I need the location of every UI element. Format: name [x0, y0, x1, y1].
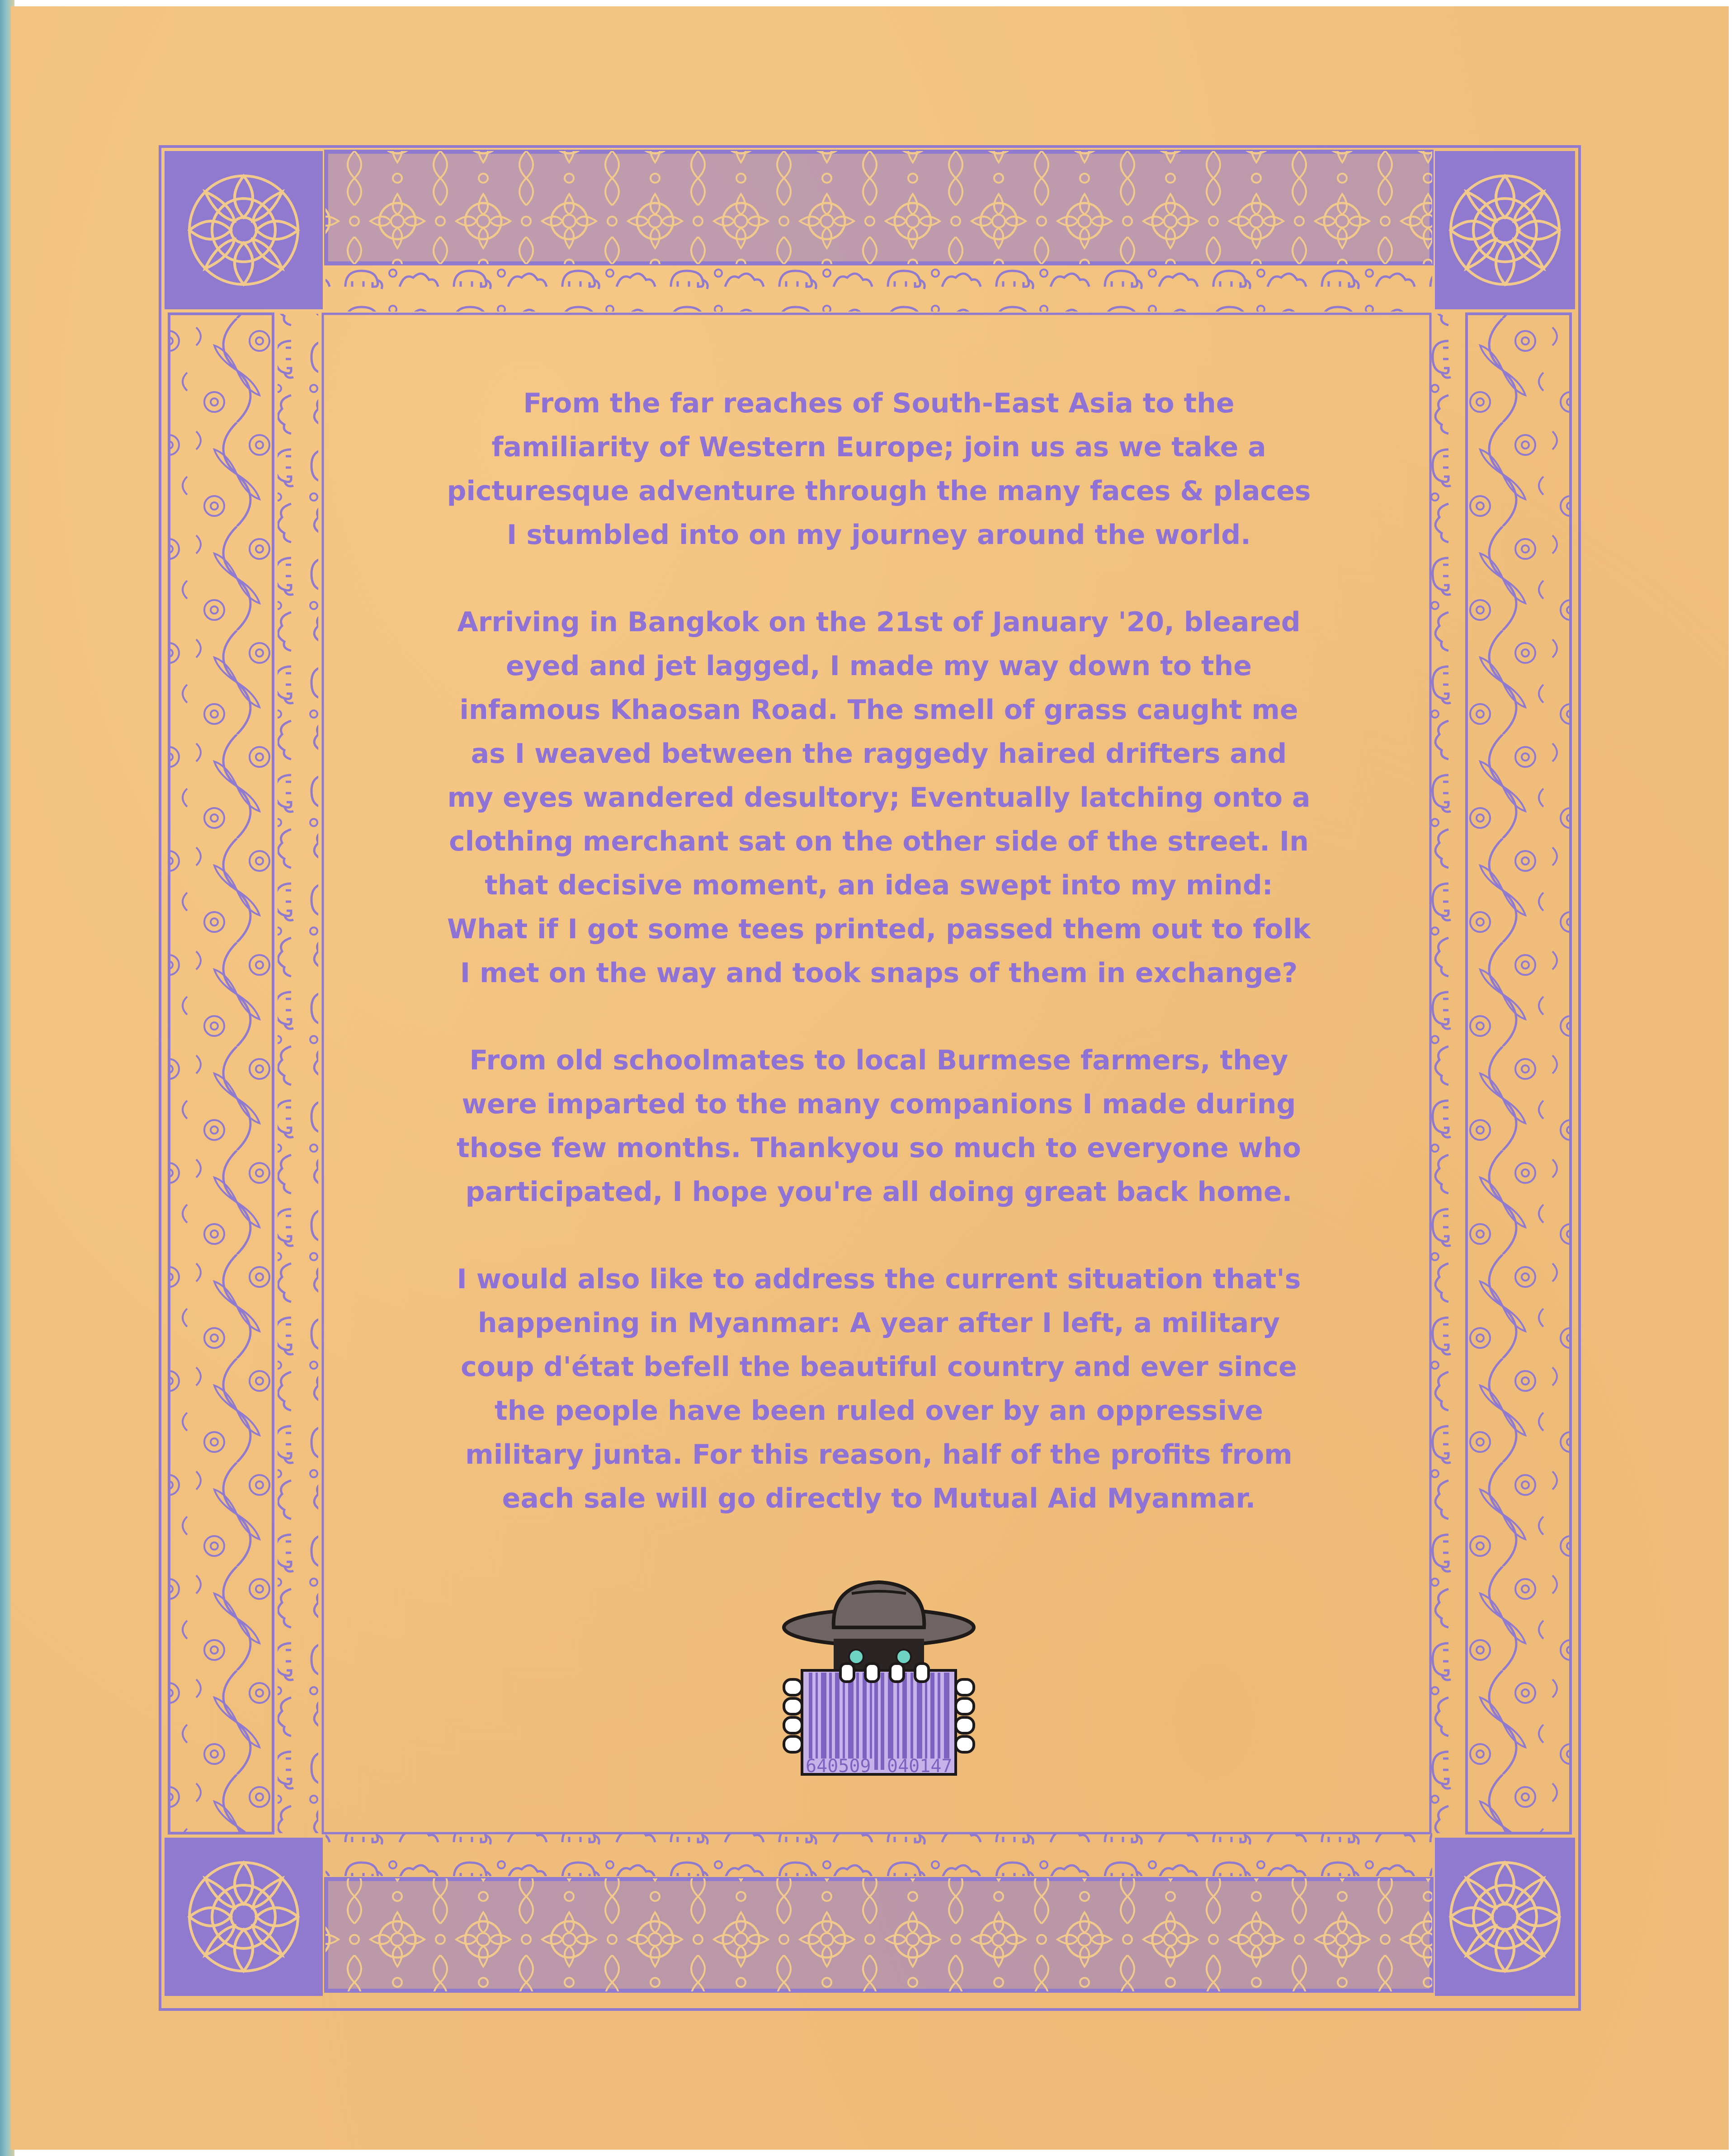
bangkok-paragraph: Arriving in Bangkok on the 21st of January '20, bleared eyed and jet lagged, I made my way down to the infamous Khaosan Road. The smell of grass caught me as I weaved between the raggedy haired drifters and my eyes wandered desultory; Eventually latching onto a clothing merchant sat on the other side of the street. In that decisive moment, an idea swept into my mind: What if I got some tees printed, passed them out to folk I met on the way and took snaps of them in exchange?	[447, 606, 1311, 989]
corner-mandala-icon	[1435, 1838, 1575, 1996]
myanmar-paragraph: I would also like to address the current situation that's happening in Myanmar: A year after I left, a military coup d'état befell the beautiful country and ever since the people have been ruled over by an oppressive military junta. For this reason, half of the profits from each sale will go directly to Mutual Aid Myanmar.	[457, 1263, 1301, 1514]
barcode-digits-right: 040147	[887, 1756, 953, 1777]
hat-figure-behind-barcode-icon	[784, 1582, 974, 1777]
body-text	[336, 382, 1421, 1564]
corner-mandala-icon	[165, 151, 323, 309]
paper-sheet	[11, 6, 1729, 2150]
intro-paragraph: From the far reaches of South-East Asia to the familiarity of Western Europe; join us as we take a picturesque adventure through the many faces & places I stumbled into on my journey around the world.	[447, 388, 1311, 551]
corner-mandala-icon	[165, 1838, 323, 1996]
corner-mandala-icon	[1435, 151, 1575, 309]
barcode-digits-left: 640509	[806, 1756, 871, 1777]
thanks-paragraph: From old schoolmates to local Burmese farmers, they were imparted to the many companions I made during those few months. Thankyou so much to everyone who participated, I hope you're all doing great back home.	[456, 1045, 1302, 1208]
